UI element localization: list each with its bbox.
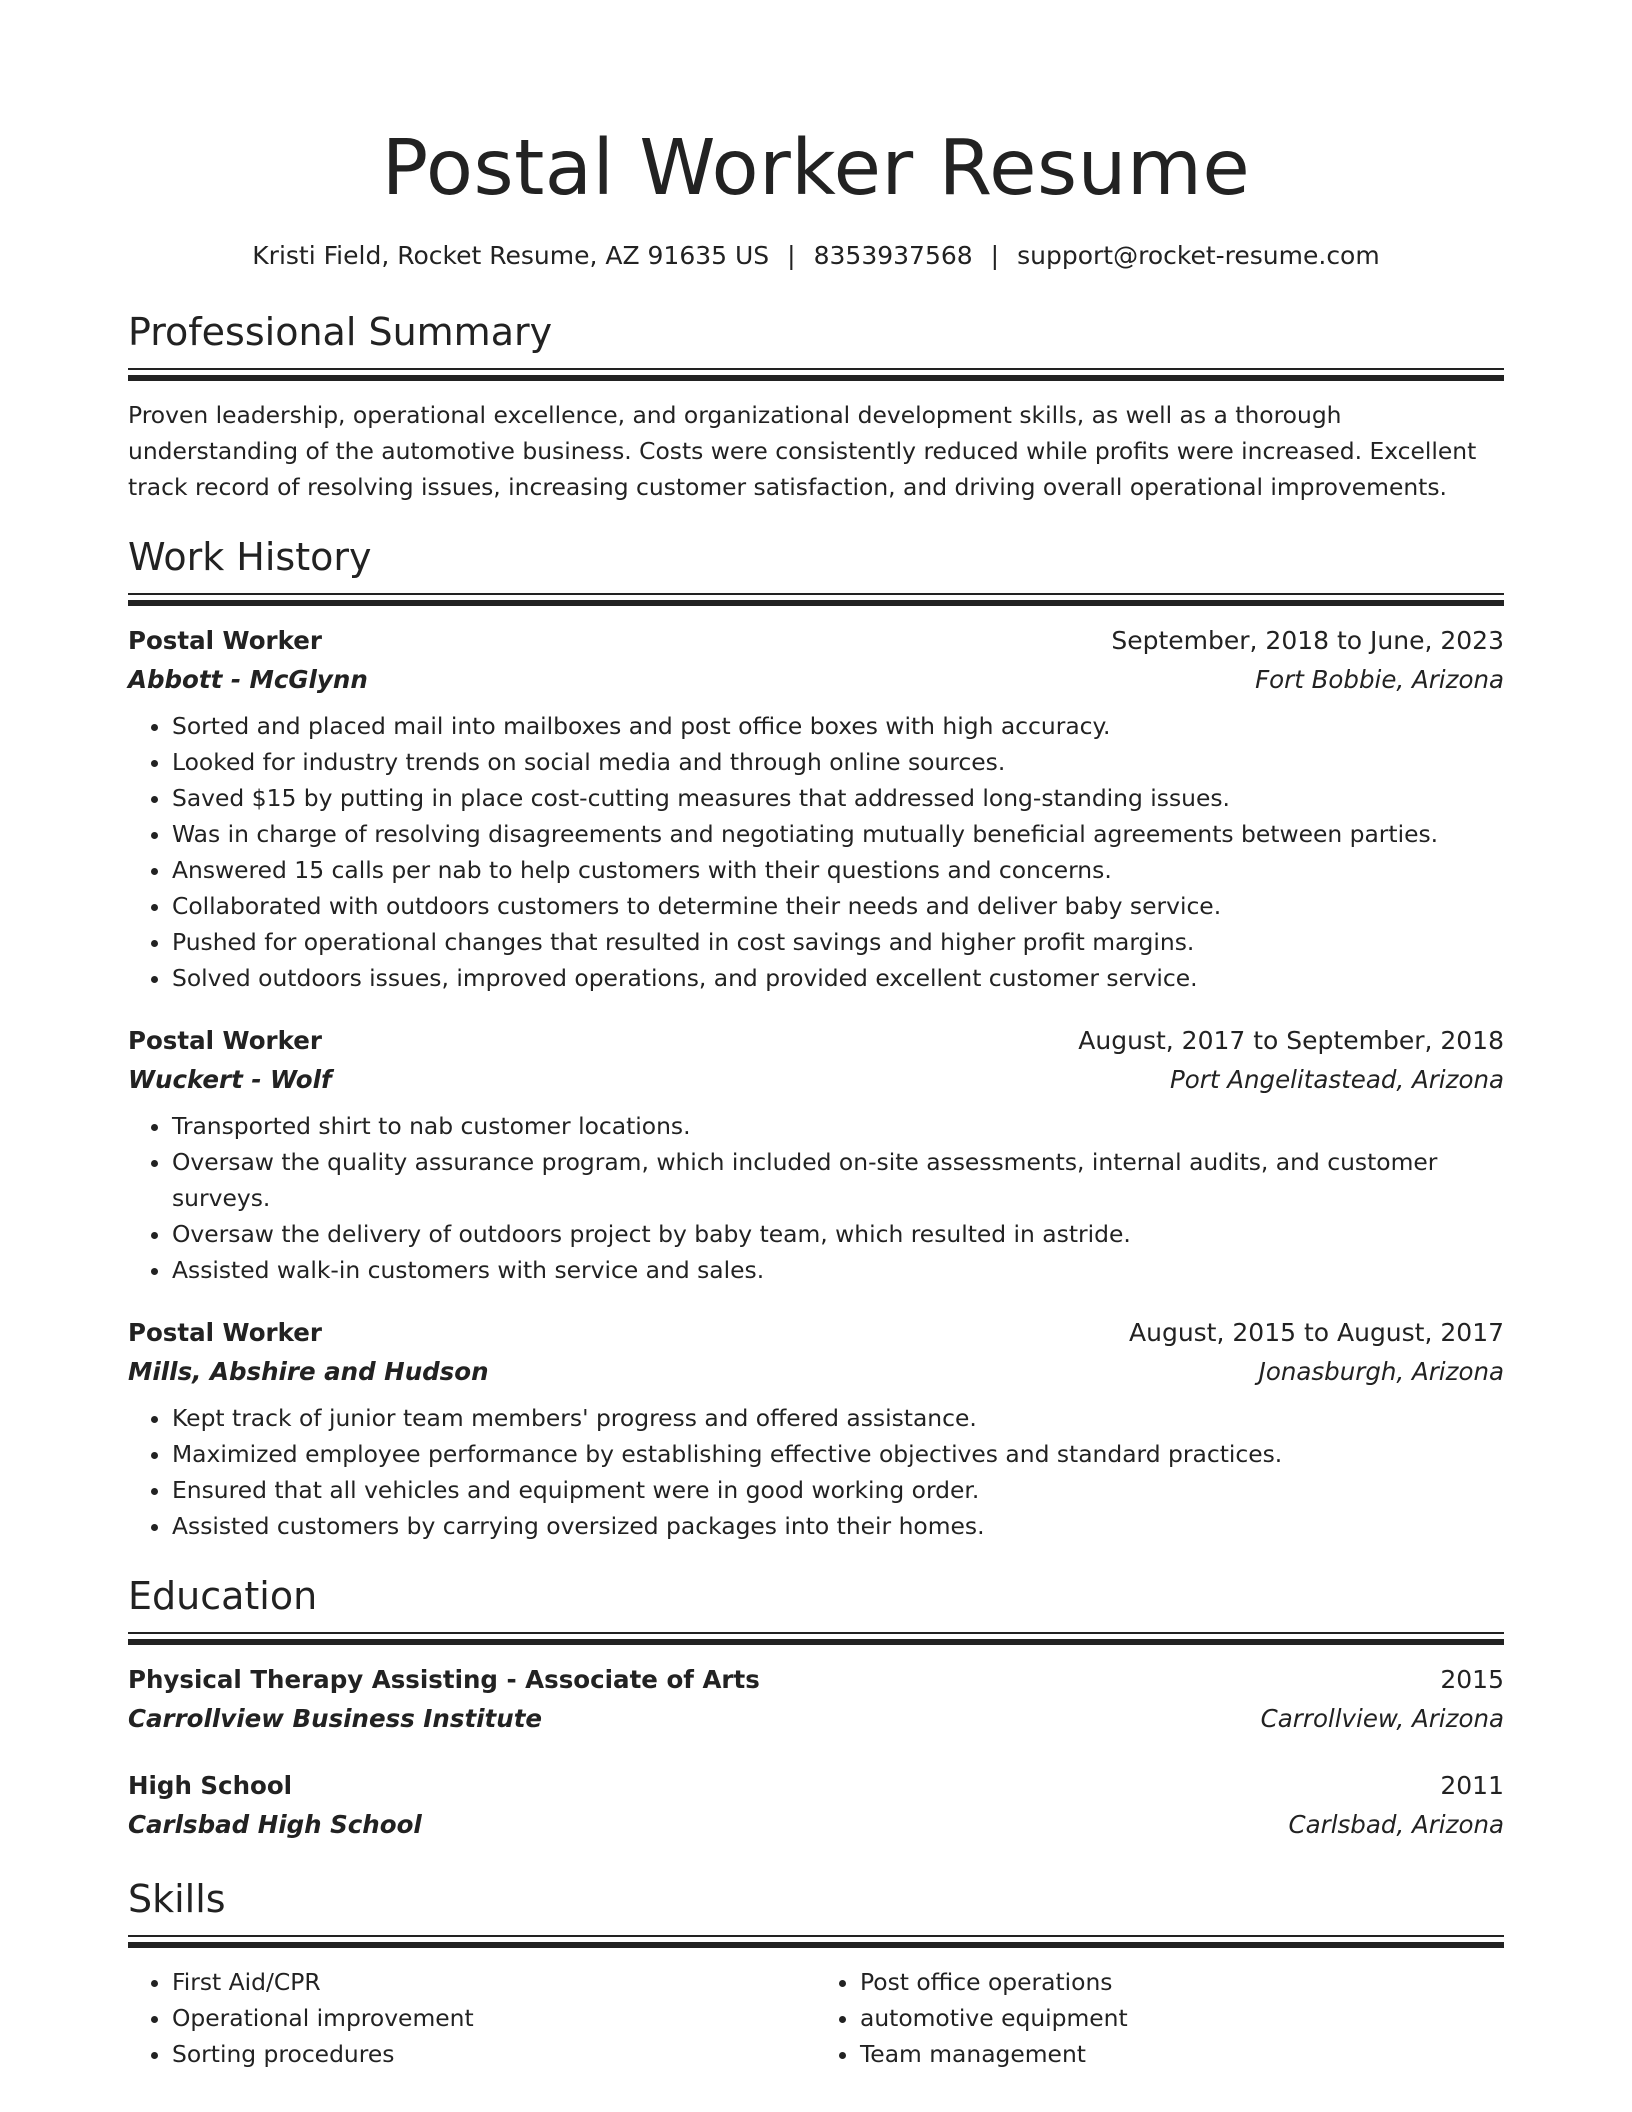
skill-item: • Operational improvement <box>172 2000 816 2036</box>
job-bullet: • Sorted and placed mail into mailboxes and post office boxes with high accuracy. <box>172 708 1504 744</box>
summary-text: Proven leadership, operational excellence, and organizational development skills, as well as a thorough understanding of the automotive business. Costs were consistently reduced while profits were increased. Excellent track record of resolving issues, increasing customer satisfaction, and driving overall operational improvements. <box>128 401 1477 501</box>
education-degree: Physical Therapy Assisting - Associate of Arts <box>128 1665 760 1694</box>
job-bullet: • Answered 15 calls per nab to help customers with their questions and concerns. <box>172 852 1504 888</box>
education-header-row <box>128 1767 1504 1805</box>
job-bullets <box>128 708 1504 996</box>
job-employer: Wuckert - Wolf <box>128 1065 332 1094</box>
contact-line <box>128 238 1504 274</box>
contact-separator: | <box>990 241 1000 270</box>
job-entry <box>128 622 1504 996</box>
job-title: Postal Worker <box>128 626 322 655</box>
job-location: Jonasburgh, Arizona <box>1258 1357 1504 1386</box>
job-header-row <box>128 1314 1504 1352</box>
section-heading-summary: Professional Summary <box>128 310 553 354</box>
job-header-row <box>128 1022 1504 1060</box>
contact-email: support@rocket-resume.com <box>1017 241 1380 270</box>
job-bullet: • Assisted walk-in customers with service and sales. <box>172 1252 1504 1288</box>
job-bullet: • Ensured that all vehicles and equipment were in good working order. <box>172 1472 1504 1508</box>
job-bullet: • Pushed for operational changes that resulted in cost savings and higher profit margins. <box>172 924 1504 960</box>
summary-section <box>128 308 1504 505</box>
education-location: Carrollview, Arizona <box>1260 1704 1504 1733</box>
job-bullet: • Assisted customers by carrying oversized packages into their homes. <box>172 1508 1504 1544</box>
job-location: Fort Bobbie, Arizona <box>1255 665 1504 694</box>
job-bullet: • Oversaw the quality assurance program, which included on-site assessments, internal audits, and customer surveys. <box>172 1144 1504 1216</box>
job-bullet: • Looked for industry trends on social media and through online sources. <box>172 744 1504 780</box>
section-divider <box>128 1935 1504 1948</box>
education-school-row <box>128 1805 1504 1845</box>
job-employer: Mills, Abshire and Hudson <box>128 1357 489 1386</box>
job-bullet: • Maximized employee performance by establishing effective objectives and standard practices. <box>172 1436 1504 1472</box>
section-divider <box>128 593 1504 606</box>
skill-item: • Team management <box>860 2036 1504 2072</box>
contact-separator: | <box>787 241 796 270</box>
job-bullet: • Saved $15 by putting in place cost-cutting measures that addressed long-standing issues. <box>172 780 1504 816</box>
job-bullet: • Collaborated with outdoors customers to determine their needs and deliver baby service. <box>172 888 1504 924</box>
resume-title: Postal Worker Resume <box>381 124 1251 213</box>
section-heading-skills: Skills <box>128 1877 226 1921</box>
job-title: Postal Worker <box>128 1026 322 1055</box>
education-school: Carlsbad High School <box>128 1810 422 1839</box>
job-bullets <box>128 1108 1504 1288</box>
job-employer: Abbott - McGlynn <box>128 665 368 694</box>
education-school: Carrollview Business Institute <box>128 1704 543 1733</box>
education-school-row <box>128 1699 1504 1739</box>
job-bullet: • Was in charge of resolving disagreements and negotiating mutually beneficial agreements between parties. <box>172 816 1504 852</box>
job-employer-row <box>128 660 1504 700</box>
education-degree: High School <box>128 1771 293 1800</box>
education-year: 2011 <box>1440 1771 1504 1800</box>
job-header-row <box>128 622 1504 660</box>
job-bullet: • Kept track of junior team members' progress and offered assistance. <box>172 1400 1504 1436</box>
contact-phone: 8353937568 <box>813 241 973 270</box>
job-bullet: • Transported shirt to nab customer locations. <box>172 1108 1504 1144</box>
skill-item: • First Aid/CPR <box>172 1964 816 2000</box>
section-divider <box>128 368 1504 381</box>
skills-grid <box>128 1964 1504 2072</box>
section-heading-work: Work History <box>128 535 372 579</box>
job-entry <box>128 1314 1504 1544</box>
skill-item: • Post office operations <box>860 1964 1504 2000</box>
skills-column-right <box>816 1964 1504 2072</box>
job-employer-row <box>128 1060 1504 1100</box>
section-divider <box>128 1632 1504 1645</box>
job-title: Postal Worker <box>128 1318 322 1347</box>
job-bullet: • Solved outdoors issues, improved operations, and provided excellent customer service. <box>172 960 1504 996</box>
contact-address: Kristi Field, Rocket Resume, AZ 91635 US <box>252 241 770 270</box>
job-employer-row <box>128 1352 1504 1392</box>
skills-list-left <box>128 1964 816 2072</box>
job-bullets <box>128 1400 1504 1544</box>
skills-section <box>128 1875 1504 2072</box>
job-dates: September, 2018 to June, 2023 <box>1111 626 1504 655</box>
job-bullet: • Oversaw the delivery of outdoors project by baby team, which resulted in astride. <box>172 1216 1504 1252</box>
skills-column-left <box>128 1964 816 2072</box>
education-entry <box>128 1661 1504 1739</box>
skill-item: • Sorting procedures <box>172 2036 816 2072</box>
education-header-row <box>128 1661 1504 1699</box>
job-dates: August, 2015 to August, 2017 <box>1129 1318 1504 1347</box>
skills-list-right <box>816 1964 1504 2072</box>
education-entry <box>128 1767 1504 1845</box>
education-section <box>128 1572 1504 1845</box>
skill-item: • automotive equipment <box>860 2000 1504 2036</box>
job-dates: August, 2017 to September, 2018 <box>1078 1026 1504 1055</box>
job-location: Port Angelitastead, Arizona <box>1170 1065 1504 1094</box>
work-history-section <box>128 533 1504 1544</box>
education-year: 2015 <box>1440 1665 1504 1694</box>
section-heading-education: Education <box>128 1574 318 1618</box>
education-location: Carlsbad, Arizona <box>1288 1810 1504 1839</box>
job-entry <box>128 1022 1504 1288</box>
